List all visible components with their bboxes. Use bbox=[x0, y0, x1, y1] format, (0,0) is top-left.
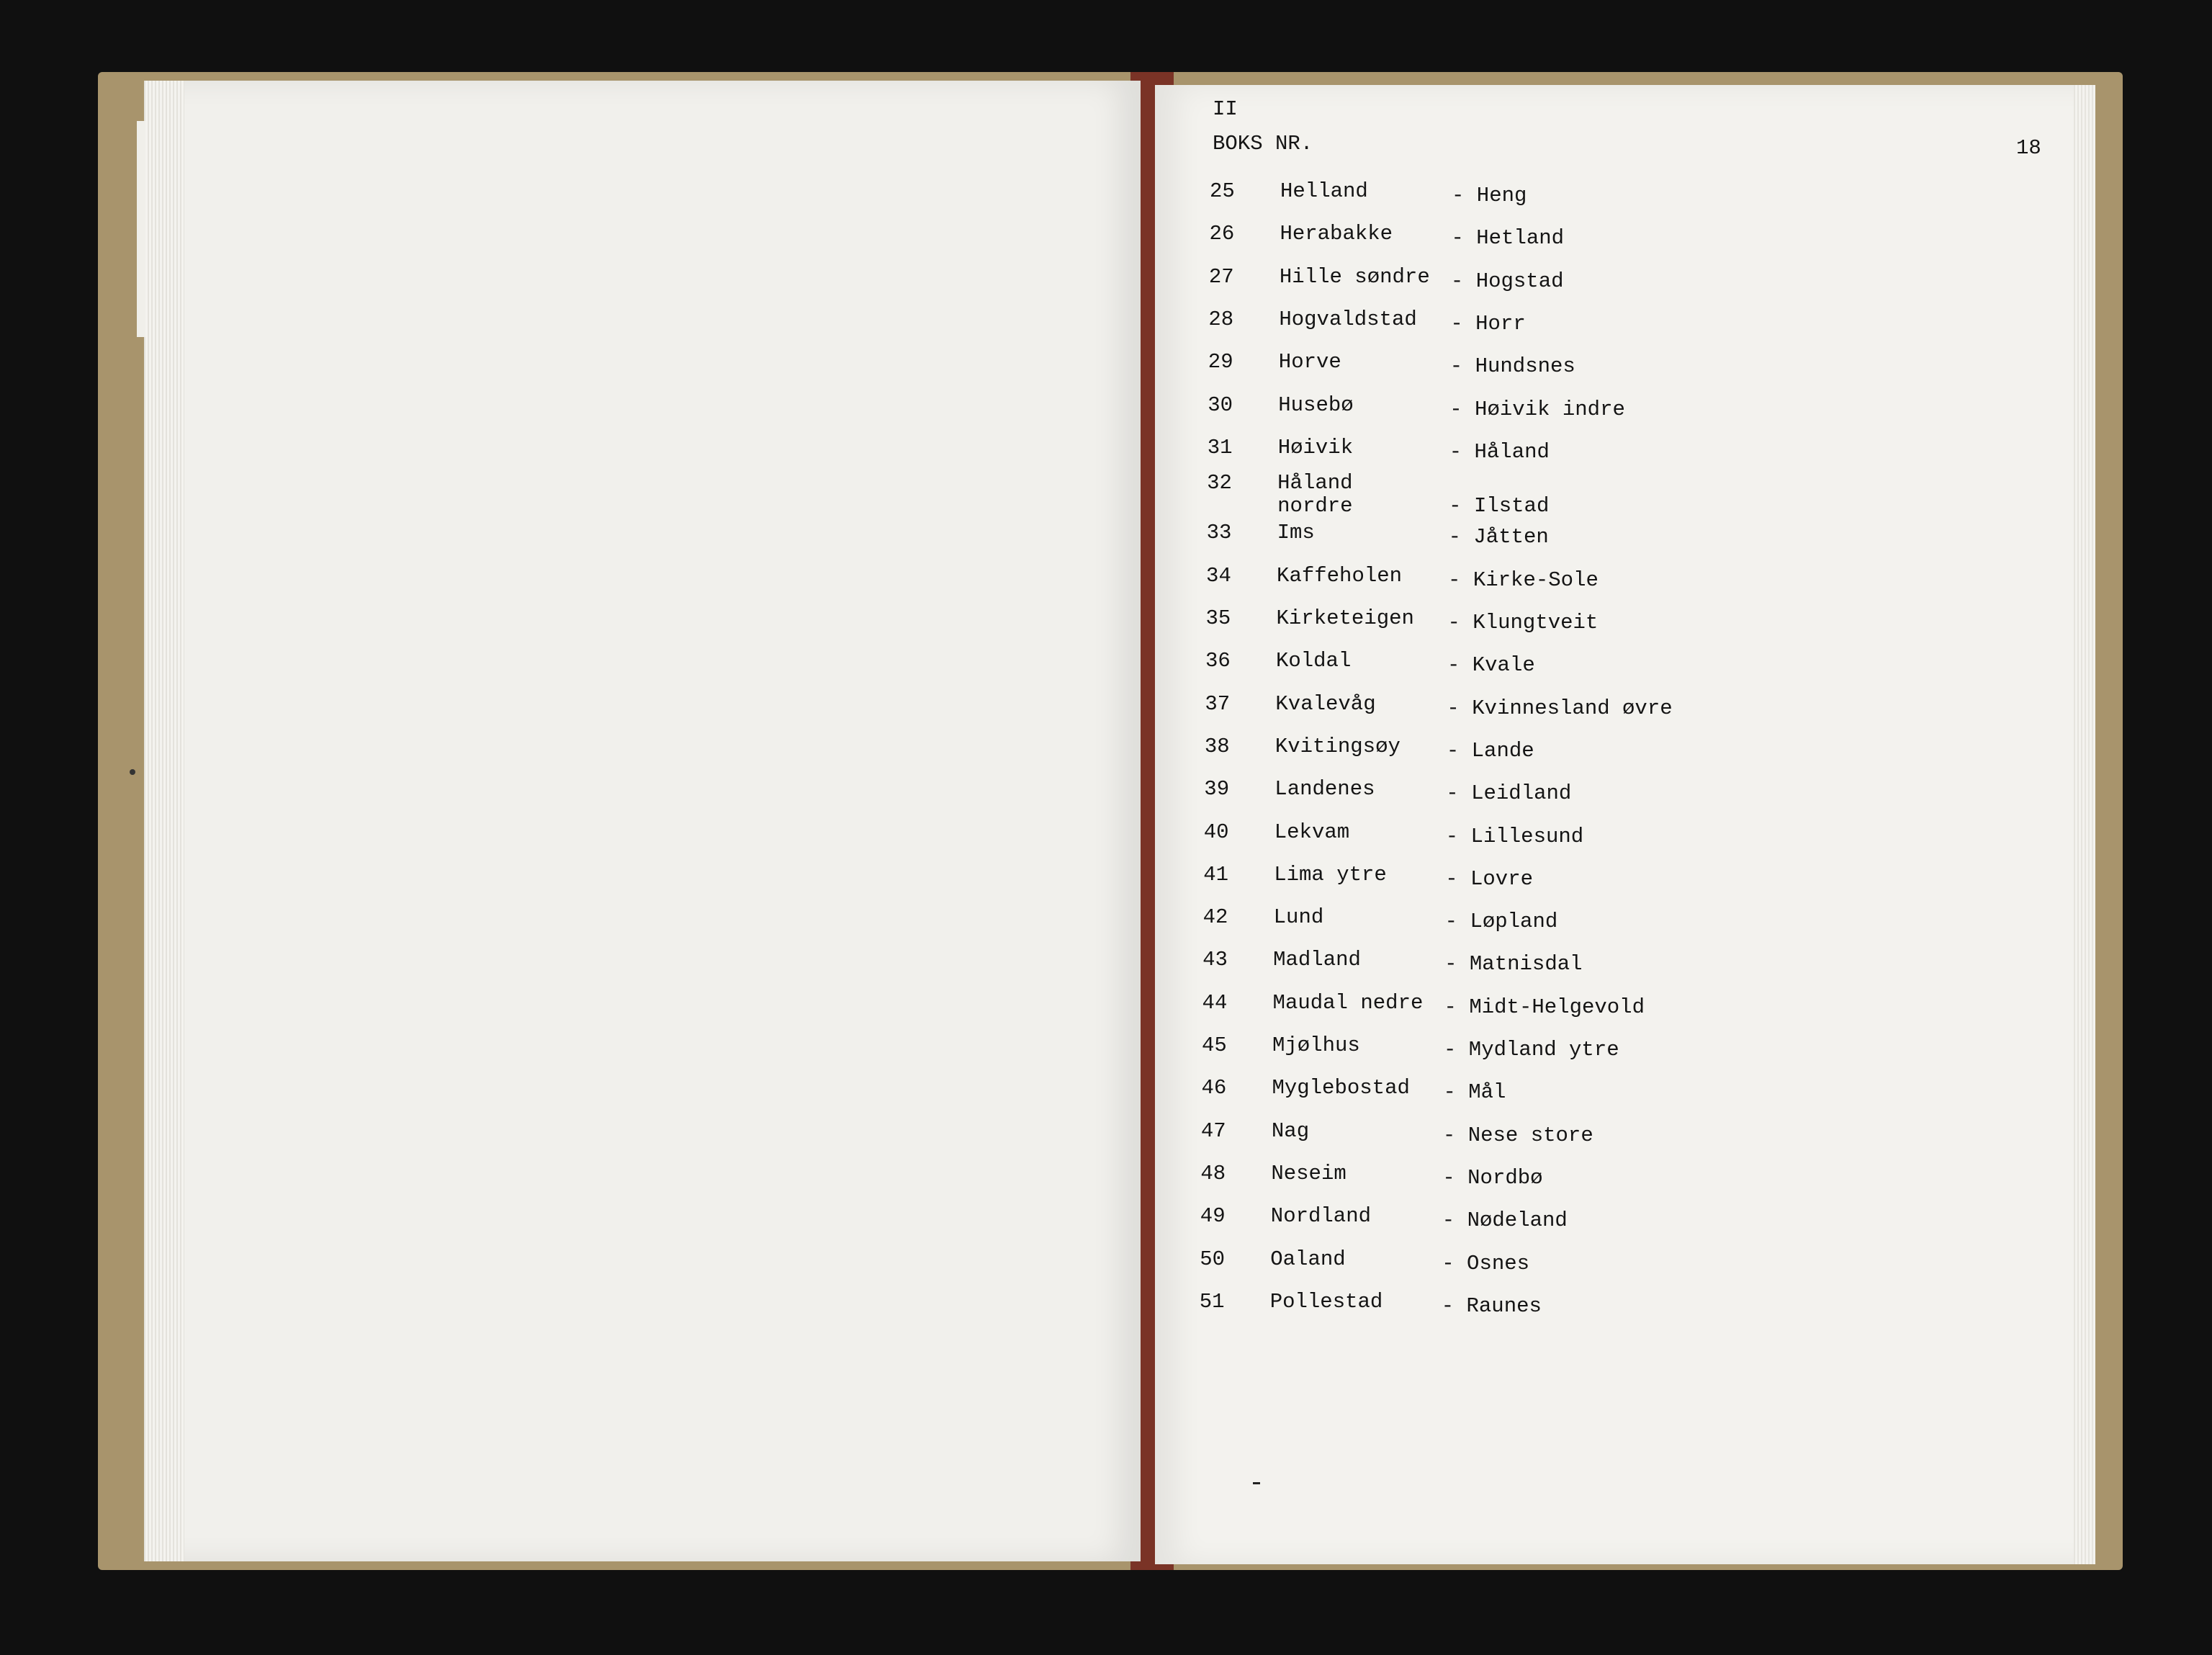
box-start-name: Kaffeholen bbox=[1277, 564, 1403, 588]
box-start-name: Myglebostad bbox=[1272, 1076, 1410, 1100]
box-start-name: Hille søndre bbox=[1279, 265, 1430, 289]
box-end-name: - Kvinnesland øvre bbox=[1447, 696, 1673, 720]
box-end-name: - Osnes bbox=[1442, 1252, 1530, 1275]
box-end-name: - Hetland bbox=[1451, 226, 1565, 250]
box-start-name: Høivik bbox=[1277, 436, 1354, 459]
box-number: 28 bbox=[1208, 308, 1234, 331]
box-start-name: Herabakke bbox=[1280, 222, 1393, 246]
box-number: 30 bbox=[1208, 393, 1233, 417]
box-number: 31 bbox=[1207, 436, 1233, 459]
margin-dot bbox=[130, 769, 135, 775]
box-end-name: - Matnisdal bbox=[1444, 952, 1583, 976]
left-page bbox=[144, 81, 1141, 1561]
box-start-name: Kirketeigen bbox=[1276, 606, 1414, 630]
box-number: 38 bbox=[1204, 735, 1230, 758]
box-end-name: - Jåtten bbox=[1448, 525, 1549, 549]
box-number: 29 bbox=[1208, 350, 1233, 374]
box-start-name: Helland bbox=[1280, 179, 1368, 203]
right-page-edges bbox=[2074, 85, 2095, 1564]
section-roman-numeral: II bbox=[1213, 97, 1238, 121]
box-end-name: - Lillesund bbox=[1445, 825, 1584, 848]
box-number: 27 bbox=[1208, 265, 1234, 289]
box-end-name: - Nordbø bbox=[1442, 1166, 1543, 1190]
box-start-name: Nag bbox=[1271, 1119, 1310, 1143]
box-end-name: - Nese store bbox=[1442, 1123, 1593, 1147]
box-number: 48 bbox=[1200, 1162, 1226, 1185]
box-end-name: - Klungtveit bbox=[1447, 611, 1599, 634]
box-start-name: Lekvam bbox=[1274, 820, 1350, 844]
box-number: 34 bbox=[1206, 564, 1231, 588]
box-start-name: Nordland bbox=[1270, 1204, 1372, 1228]
box-number: 35 bbox=[1205, 606, 1231, 630]
box-number: 36 bbox=[1205, 649, 1231, 673]
box-end-name: - Heng bbox=[1452, 184, 1527, 207]
box-end-name: - Lovre bbox=[1445, 867, 1534, 891]
box-end-name: - Kirke-Sole bbox=[1448, 568, 1599, 592]
box-end-name: - Løpland bbox=[1444, 910, 1558, 933]
box-end-name: - Raunes bbox=[1441, 1294, 1542, 1318]
box-number: 43 bbox=[1202, 948, 1228, 972]
box-end-name: - Høivik indre bbox=[1449, 398, 1625, 421]
box-number: 44 bbox=[1202, 991, 1228, 1015]
box-start-name: Mjølhus bbox=[1272, 1033, 1360, 1057]
box-start-name: Madland bbox=[1273, 948, 1361, 972]
box-end-name: - Håland bbox=[1449, 440, 1550, 464]
box-number: 46 bbox=[1201, 1076, 1227, 1100]
page-tab bbox=[137, 121, 145, 337]
box-start-name: Kvalevåg bbox=[1275, 692, 1376, 716]
column-header: BOKS NR. bbox=[1213, 132, 1313, 156]
box-start-name: Oaland bbox=[1270, 1247, 1346, 1271]
box-start-name: Koldal bbox=[1275, 649, 1352, 673]
box-start-name: Horve bbox=[1278, 350, 1341, 374]
box-start-name: Håland nordre bbox=[1277, 471, 1353, 518]
box-end-name: - Mål bbox=[1443, 1080, 1506, 1104]
box-number: 47 bbox=[1200, 1119, 1226, 1143]
box-number: 45 bbox=[1202, 1033, 1227, 1057]
box-start-name: Kvitingsøy bbox=[1274, 735, 1401, 758]
box-number: 33 bbox=[1206, 521, 1232, 544]
box-start-name: Neseim bbox=[1271, 1162, 1346, 1185]
box-number: 40 bbox=[1203, 820, 1229, 844]
page-number: 18 bbox=[2016, 136, 2041, 160]
box-number: 25 bbox=[1210, 179, 1235, 203]
box-number: 49 bbox=[1200, 1204, 1226, 1228]
box-start-name: Hogvaldstad bbox=[1279, 308, 1417, 331]
box-number: 32 bbox=[1207, 471, 1232, 495]
box-end-name: - Ilstad bbox=[1449, 494, 1550, 518]
box-number: 39 bbox=[1204, 777, 1230, 801]
box-end-name: - Hogstad bbox=[1450, 269, 1564, 293]
left-page-edges bbox=[144, 81, 184, 1561]
box-end-name: - Mydland ytre bbox=[1444, 1038, 1619, 1062]
box-end-name: - Kvale bbox=[1447, 653, 1535, 677]
box-start-name: Ims bbox=[1277, 521, 1315, 544]
box-start-name: Maudal nedre bbox=[1272, 991, 1424, 1015]
box-end-name: - Leidland bbox=[1446, 781, 1572, 805]
box-start-name: Pollestad bbox=[1269, 1290, 1383, 1314]
box-number: 42 bbox=[1202, 905, 1228, 929]
box-number: 26 bbox=[1209, 222, 1235, 246]
box-end-name: - Hundsnes bbox=[1449, 354, 1575, 378]
box-number: 41 bbox=[1203, 863, 1228, 887]
box-number: 50 bbox=[1200, 1247, 1226, 1271]
box-start-name: Lund bbox=[1273, 905, 1324, 929]
box-start-name: Lima ytre bbox=[1274, 863, 1387, 887]
box-end-name: - Horr bbox=[1450, 312, 1526, 336]
box-start-name: Landenes bbox=[1274, 777, 1375, 801]
box-number: 51 bbox=[1199, 1290, 1225, 1314]
box-end-name: - Lande bbox=[1446, 739, 1534, 763]
box-end-name: - Midt-Helgevold bbox=[1444, 995, 1645, 1019]
box-start-name: Husebø bbox=[1278, 393, 1354, 417]
box-number: 37 bbox=[1205, 692, 1231, 716]
box-end-name: - Nødeland bbox=[1442, 1208, 1568, 1232]
ink-mark bbox=[1253, 1482, 1260, 1484]
